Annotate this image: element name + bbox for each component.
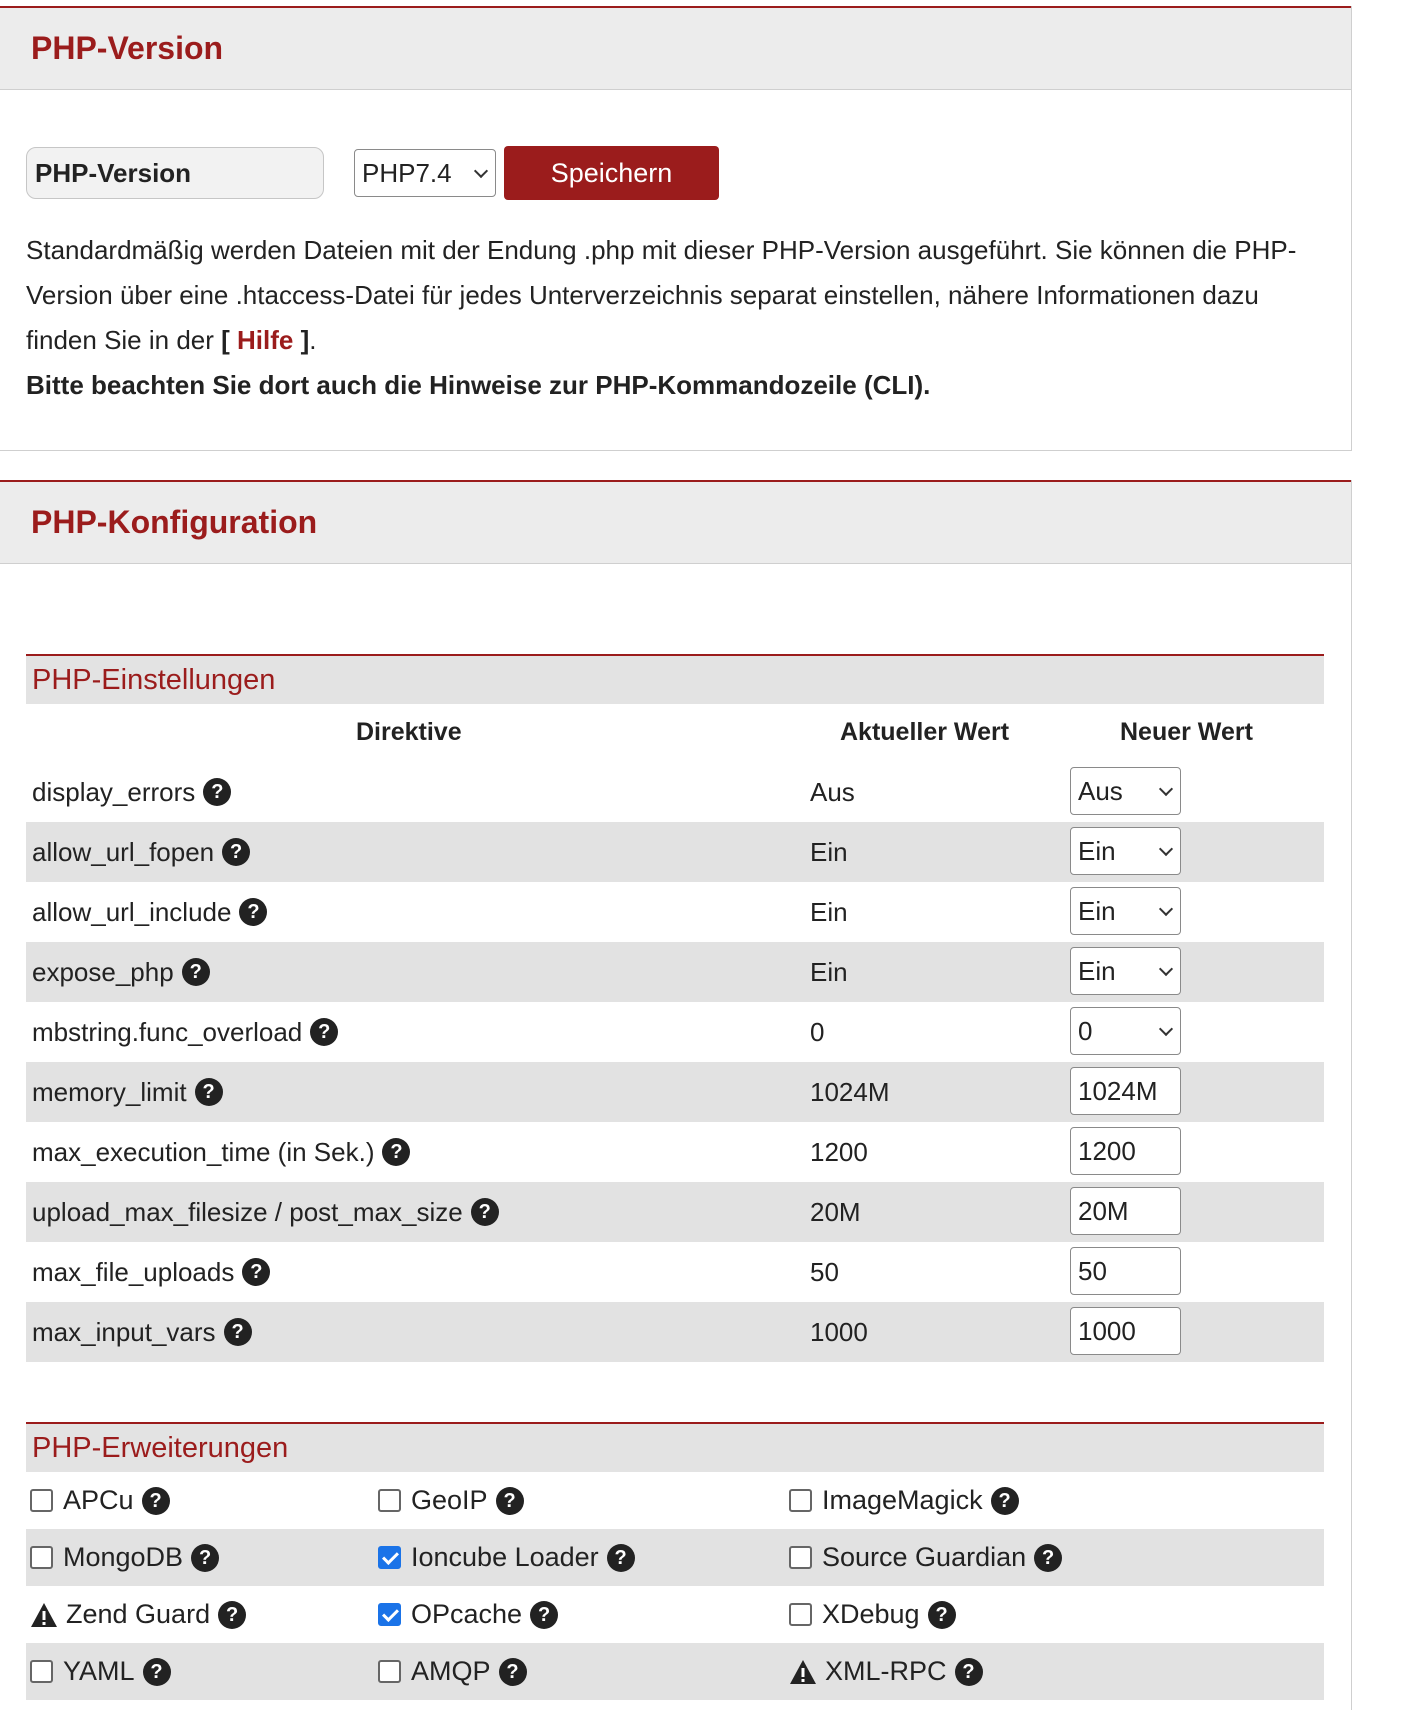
- directive-name: [32, 1302, 252, 1362]
- directive-label: memory_limit: [32, 1076, 187, 1107]
- settings-table-header: [26, 704, 1324, 762]
- chevron-down-icon: [1159, 782, 1173, 796]
- question-circle-icon[interactable]: ?: [499, 1658, 527, 1686]
- new-value-select[interactable]: [1070, 947, 1181, 995]
- column-header-directive: Direktive: [356, 718, 462, 746]
- php-version-selected: PHP7.4: [362, 157, 452, 188]
- new-value-cell: [1070, 1247, 1181, 1295]
- extension-label: Ioncube Loader: [411, 1542, 599, 1572]
- directive-name: [32, 1122, 410, 1182]
- extension-item[interactable]: [378, 1472, 524, 1529]
- table-row: [26, 942, 1324, 1002]
- directive-label: expose_php: [32, 956, 174, 987]
- new-value-selected: Aus: [1078, 775, 1123, 806]
- chevron-down-icon: [1159, 842, 1173, 856]
- settings-table-body: [26, 762, 1324, 1362]
- directive-name: [32, 1242, 270, 1302]
- php-settings-section: [26, 654, 1324, 1362]
- question-circle-icon[interactable]: ?: [991, 1487, 1019, 1515]
- new-value-selected: 0: [1078, 1015, 1093, 1046]
- column-header-current: Aktueller Wert: [840, 718, 1010, 746]
- directive-label: mbstring.func_overload: [32, 1016, 303, 1047]
- extension-label: APCu: [63, 1485, 134, 1515]
- extension-item[interactable]: [378, 1643, 527, 1700]
- php-config-title: PHP-Konfiguration: [31, 504, 318, 540]
- current-value: 1000: [810, 1316, 868, 1347]
- extension-item[interactable]: [30, 1586, 246, 1643]
- extensions-row: [26, 1586, 1324, 1643]
- extension-item[interactable]: [30, 1472, 170, 1529]
- extension-label: MongoDB: [63, 1542, 184, 1572]
- question-circle-icon[interactable]: ?: [142, 1487, 170, 1515]
- directive-label: display_errors: [32, 776, 196, 807]
- extension-checkbox[interactable]: [789, 1546, 812, 1569]
- new-value-cell: [1070, 1007, 1181, 1055]
- extension-item[interactable]: [30, 1529, 219, 1586]
- php-version-select[interactable]: [354, 149, 496, 197]
- php-version-form: [26, 147, 719, 199]
- question-circle-icon[interactable]: ?: [955, 1658, 983, 1686]
- php-config-panel: [0, 480, 1352, 1710]
- table-row: [26, 882, 1324, 942]
- php-extensions-title: PHP-Erweiterungen: [26, 1422, 1324, 1472]
- question-circle-icon[interactable]: ?: [224, 1318, 252, 1346]
- directive-name: [32, 1002, 338, 1062]
- new-value-cell: [1070, 1187, 1181, 1235]
- question-circle-icon[interactable]: ?: [218, 1601, 246, 1629]
- extension-checkbox[interactable]: [378, 1603, 401, 1626]
- table-row: [26, 1122, 1324, 1182]
- extension-label: YAML: [63, 1656, 135, 1686]
- current-value: 1024M: [810, 1076, 890, 1107]
- extension-label: XDebug: [822, 1599, 920, 1629]
- extension-checkbox[interactable]: [378, 1546, 401, 1569]
- php-version-panel: [0, 6, 1352, 451]
- new-value-select[interactable]: [1070, 887, 1181, 935]
- extensions-grid: [26, 1472, 1324, 1700]
- current-value: 50: [810, 1256, 839, 1287]
- extensions-row: [26, 1472, 1324, 1529]
- extension-label: XML-RPC: [825, 1656, 947, 1686]
- table-row: [26, 762, 1324, 822]
- directive-name: [32, 1062, 223, 1122]
- new-value-cell: [1070, 1307, 1181, 1355]
- warning-triangle-icon: [789, 1659, 817, 1685]
- extension-item[interactable]: [789, 1529, 1062, 1586]
- chevron-down-icon: [1159, 902, 1173, 916]
- extension-item[interactable]: [789, 1472, 1019, 1529]
- extension-checkbox[interactable]: [30, 1660, 53, 1683]
- current-value: Aus: [810, 776, 855, 807]
- directive-name: [32, 1182, 499, 1242]
- new-value-select[interactable]: [1070, 827, 1181, 875]
- php-settings-title: PHP-Einstellungen: [26, 654, 1324, 704]
- table-row: [26, 1302, 1324, 1362]
- new-value-selected: Ein: [1078, 895, 1116, 926]
- php-config-panel-header: [0, 480, 1351, 564]
- directive-label: allow_url_fopen: [32, 836, 215, 867]
- question-circle-icon[interactable]: ?: [382, 1138, 410, 1166]
- directive-label: upload_max_filesize / post_max_size: [32, 1196, 463, 1227]
- extension-checkbox[interactable]: [30, 1546, 53, 1569]
- extension-label: OPcache: [411, 1599, 523, 1629]
- help-link[interactable]: Hilfe: [237, 325, 294, 355]
- cli-note: Bitte beachten Sie dort auch die Hinweise zur PHP-Kommandozeile (CLI).: [26, 370, 931, 400]
- extension-item[interactable]: [378, 1529, 635, 1586]
- directive-label: max_file_uploads: [32, 1256, 235, 1287]
- directive-label: max_execution_time (in Sek.): [32, 1136, 375, 1167]
- php-version-description: [26, 228, 1326, 408]
- php-version-label: PHP-Version: [26, 147, 324, 199]
- question-circle-icon[interactable]: ?: [607, 1544, 635, 1572]
- new-value-input[interactable]: [1070, 1247, 1181, 1295]
- new-value-select[interactable]: [1070, 767, 1181, 815]
- new-value-cell: [1070, 947, 1181, 995]
- extension-label: GeoIP: [411, 1485, 488, 1515]
- extensions-row: [26, 1529, 1324, 1586]
- question-circle-icon[interactable]: ?: [471, 1198, 499, 1226]
- question-circle-icon[interactable]: ?: [242, 1258, 270, 1286]
- current-value: 1200: [810, 1136, 868, 1167]
- directive-name: [32, 882, 267, 942]
- current-value: Ein: [810, 956, 848, 987]
- current-value: 0: [810, 1016, 825, 1047]
- new-value-input[interactable]: [1070, 1307, 1181, 1355]
- extension-label: Zend Guard: [66, 1599, 211, 1629]
- new-value-cell: [1070, 887, 1181, 935]
- description-text: Standardmäßig werden Dateien mit der Endung .php mit dieser PHP-Version ausgeführt. Sie können die PHP-Version über eine .htaccess-Datei für jedes Unterverzeichnis separat einstellen, nähere Informationen dazu finden Sie in der: [26, 235, 1297, 355]
- extension-checkbox[interactable]: [378, 1489, 401, 1512]
- new-value-input[interactable]: [1070, 1067, 1181, 1115]
- extension-label: Source Guardian: [822, 1542, 1027, 1572]
- table-row: [26, 1062, 1324, 1122]
- extension-checkbox[interactable]: [30, 1489, 53, 1512]
- new-value-cell: [1070, 1127, 1181, 1175]
- php-version-title: PHP-Version: [31, 30, 224, 66]
- help-bracket-open: [: [221, 325, 238, 355]
- question-circle-icon[interactable]: ?: [191, 1544, 219, 1572]
- directive-name: [32, 762, 231, 822]
- extension-label: AMQP: [411, 1656, 491, 1686]
- php-version-panel-header: [0, 6, 1351, 90]
- directive-label: max_input_vars: [32, 1316, 216, 1347]
- chevron-down-icon: [1159, 962, 1173, 976]
- new-value-cell: [1070, 767, 1181, 815]
- question-circle-icon[interactable]: ?: [195, 1078, 223, 1106]
- question-circle-icon[interactable]: ?: [496, 1487, 524, 1515]
- description-end: .: [309, 325, 317, 355]
- extension-checkbox[interactable]: [378, 1660, 401, 1683]
- chevron-down-icon: [1159, 1022, 1173, 1036]
- current-value: Ein: [810, 896, 848, 927]
- table-row: [26, 822, 1324, 882]
- new-value-cell: [1070, 827, 1181, 875]
- directive-label: allow_url_include: [32, 896, 232, 927]
- current-value: 20M: [810, 1196, 861, 1227]
- php-extensions-section: [26, 1422, 1324, 1700]
- new-value-select[interactable]: [1070, 1007, 1181, 1055]
- extension-item[interactable]: [378, 1586, 558, 1643]
- chevron-down-icon: [474, 164, 488, 178]
- question-circle-icon[interactable]: ?: [239, 898, 267, 926]
- question-circle-icon[interactable]: ?: [222, 838, 250, 866]
- new-value-input[interactable]: [1070, 1187, 1181, 1235]
- extension-checkbox[interactable]: [789, 1489, 812, 1512]
- question-circle-icon[interactable]: ?: [530, 1601, 558, 1629]
- question-circle-icon[interactable]: ?: [182, 958, 210, 986]
- extension-checkbox[interactable]: [789, 1603, 812, 1626]
- table-row: [26, 1002, 1324, 1062]
- warning-triangle-icon: [30, 1602, 58, 1628]
- question-circle-icon[interactable]: ?: [310, 1018, 338, 1046]
- extension-label: ImageMagick: [822, 1485, 983, 1515]
- directive-name: [32, 942, 210, 1002]
- extension-item[interactable]: [789, 1586, 956, 1643]
- column-header-new: Neuer Wert: [1120, 718, 1253, 746]
- save-button[interactable]: Speichern: [504, 146, 719, 200]
- new-value-cell: [1070, 1067, 1181, 1115]
- directive-name: [32, 822, 250, 882]
- new-value-selected: Ein: [1078, 955, 1116, 986]
- question-circle-icon[interactable]: ?: [143, 1658, 171, 1686]
- question-circle-icon[interactable]: ?: [928, 1601, 956, 1629]
- table-row: [26, 1242, 1324, 1302]
- question-circle-icon[interactable]: ?: [203, 778, 231, 806]
- extension-item[interactable]: [30, 1643, 171, 1700]
- new-value-selected: Ein: [1078, 835, 1116, 866]
- table-row: [26, 1182, 1324, 1242]
- extension-item[interactable]: [789, 1643, 983, 1700]
- help-bracket-close: ]: [293, 325, 310, 355]
- new-value-input[interactable]: [1070, 1127, 1181, 1175]
- question-circle-icon[interactable]: ?: [1034, 1544, 1062, 1572]
- current-value: Ein: [810, 836, 848, 867]
- extensions-row: [26, 1643, 1324, 1700]
